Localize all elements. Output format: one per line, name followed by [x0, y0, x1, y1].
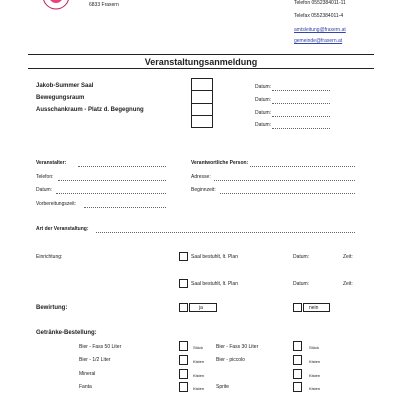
- title-bottom-rule: [28, 68, 374, 69]
- drink-right-2-box[interactable]: [293, 355, 302, 365]
- telefon-field[interactable]: [58, 180, 166, 181]
- header-fax: Telefax 0552384011-4: [294, 13, 344, 19]
- veranstalter-field[interactable]: [78, 166, 166, 167]
- drink-right-1: Bier - Fass 30 Liter: [216, 344, 259, 350]
- veranstalter-label: Veranstalter:: [36, 160, 67, 166]
- room-checkbox-3[interactable]: [191, 104, 213, 116]
- datum-field[interactable]: [56, 193, 166, 194]
- beginnzeit-field[interactable]: [220, 193, 355, 194]
- header-city: 6833 Fraxern: [89, 2, 119, 8]
- drink-left-2-box[interactable]: [179, 355, 188, 365]
- room-checkbox-4[interactable]: [191, 116, 213, 128]
- einrichtung-label: Einrichtung:: [36, 254, 63, 260]
- art-field[interactable]: [96, 232, 355, 233]
- room-2: Bewegungsraum: [36, 95, 85, 101]
- room-checkbox-2[interactable]: [191, 91, 213, 104]
- beginnzeit-label: Beginnzeit:: [191, 187, 216, 193]
- einrichtung-zeit-2: Zeit:: [343, 281, 353, 287]
- header-phone: Telefon 0552384011-11: [294, 0, 346, 6]
- room-2-datum-field[interactable]: [272, 103, 330, 104]
- drink-left-1: Bier - Fass 50 Liter: [79, 344, 122, 350]
- room-1: Jakob-Summer Saal: [36, 83, 94, 89]
- drink-left-1-unit: Stück: [193, 345, 204, 350]
- vorbereitungszeit-field[interactable]: [84, 207, 166, 208]
- datum-label: Datum:: [36, 187, 53, 193]
- getraenke-title: Getränke-Bestellung:: [36, 330, 97, 336]
- telefon-label: Telefon:: [36, 174, 54, 180]
- einrichtung-option-1: Saal bestuhlt, lt. Plan: [191, 254, 238, 260]
- einrichtung-datum-1: Datum:: [293, 254, 310, 260]
- drink-right-3-box[interactable]: [293, 369, 302, 379]
- verantwortliche-label: Verantwortliche Person:: [191, 160, 249, 166]
- drink-left-3-unit: Kisten: [193, 373, 205, 378]
- drink-right-2: Bier - piccolo: [216, 357, 245, 363]
- verantwortliche-field[interactable]: [250, 166, 355, 167]
- bewirtung-ja-label: ja: [199, 305, 203, 311]
- room-3-datum-label: Datum:: [255, 110, 272, 116]
- page-title: Veranstaltungsanmeldung: [144, 57, 258, 67]
- drink-left-2-unit: Kisten: [193, 359, 205, 364]
- room-3-datum-field[interactable]: [272, 116, 330, 117]
- room-checkbox-grid: [191, 78, 213, 128]
- room-3: Ausschankraum - Platz d. Begegnung: [36, 107, 144, 113]
- header-email-2[interactable]: gemeinde@fraxern.at: [294, 38, 343, 44]
- art-label: Art der Veranstaltung:: [36, 226, 89, 232]
- bewirtung-nein-label: nein: [309, 305, 319, 311]
- bewirtung-ja-checkbox[interactable]: [179, 303, 188, 312]
- title-top-rule: [28, 54, 374, 55]
- bewirtung-ja-box: [189, 303, 217, 312]
- einrichtung-zeit-1: Zeit:: [343, 254, 353, 260]
- bewirtung-nein-checkbox[interactable]: [293, 303, 302, 312]
- einrichtung-checkbox-1[interactable]: [179, 252, 188, 261]
- drink-left-3-box[interactable]: [179, 369, 188, 379]
- drink-left-1-box[interactable]: [179, 341, 188, 351]
- room-1-datum-field[interactable]: [272, 90, 330, 91]
- drink-left-4: Fanta: [79, 384, 92, 390]
- drink-right-3: Sprite: [216, 384, 230, 390]
- bewirtung-label: Bewirtung:: [36, 305, 68, 311]
- drink-right-3-unit: Kisten: [309, 373, 321, 378]
- einrichtung-datum-2: Datum:: [293, 281, 310, 287]
- drink-right-4-box[interactable]: [293, 382, 302, 392]
- room-1-datum-label: Datum:: [255, 84, 272, 90]
- adresse-label: Adresse:: [191, 174, 211, 180]
- drink-right-1-box[interactable]: [293, 341, 302, 351]
- einrichtung-checkbox-2[interactable]: [179, 279, 188, 288]
- drink-left-2: Bier - 1/2 Liter: [79, 357, 111, 363]
- room-checkbox-1[interactable]: [191, 78, 213, 91]
- room-4-datum-field[interactable]: [272, 128, 330, 129]
- drink-right-1-unit: Stück: [309, 345, 320, 350]
- header-email-1[interactable]: amtsleitung@fraxern.at: [294, 27, 346, 33]
- room-4-datum-label: Datum:: [255, 122, 272, 128]
- drink-right-4-unit: Kisten: [309, 386, 321, 391]
- adresse-field[interactable]: [214, 180, 355, 181]
- municipality-logo: [36, 0, 76, 14]
- drink-left-3: Mineral: [79, 371, 96, 377]
- einrichtung-option-2: Saal bestuhlt, lt. Plan: [191, 281, 238, 287]
- vorbereitungszeit-label: Vorbereitungszeit:: [36, 201, 77, 207]
- room-2-datum-label: Datum:: [255, 97, 272, 103]
- drink-right-2-unit: Kisten: [309, 359, 321, 364]
- drink-left-4-box[interactable]: [179, 382, 188, 392]
- drink-left-4-unit: Kisten: [193, 386, 205, 391]
